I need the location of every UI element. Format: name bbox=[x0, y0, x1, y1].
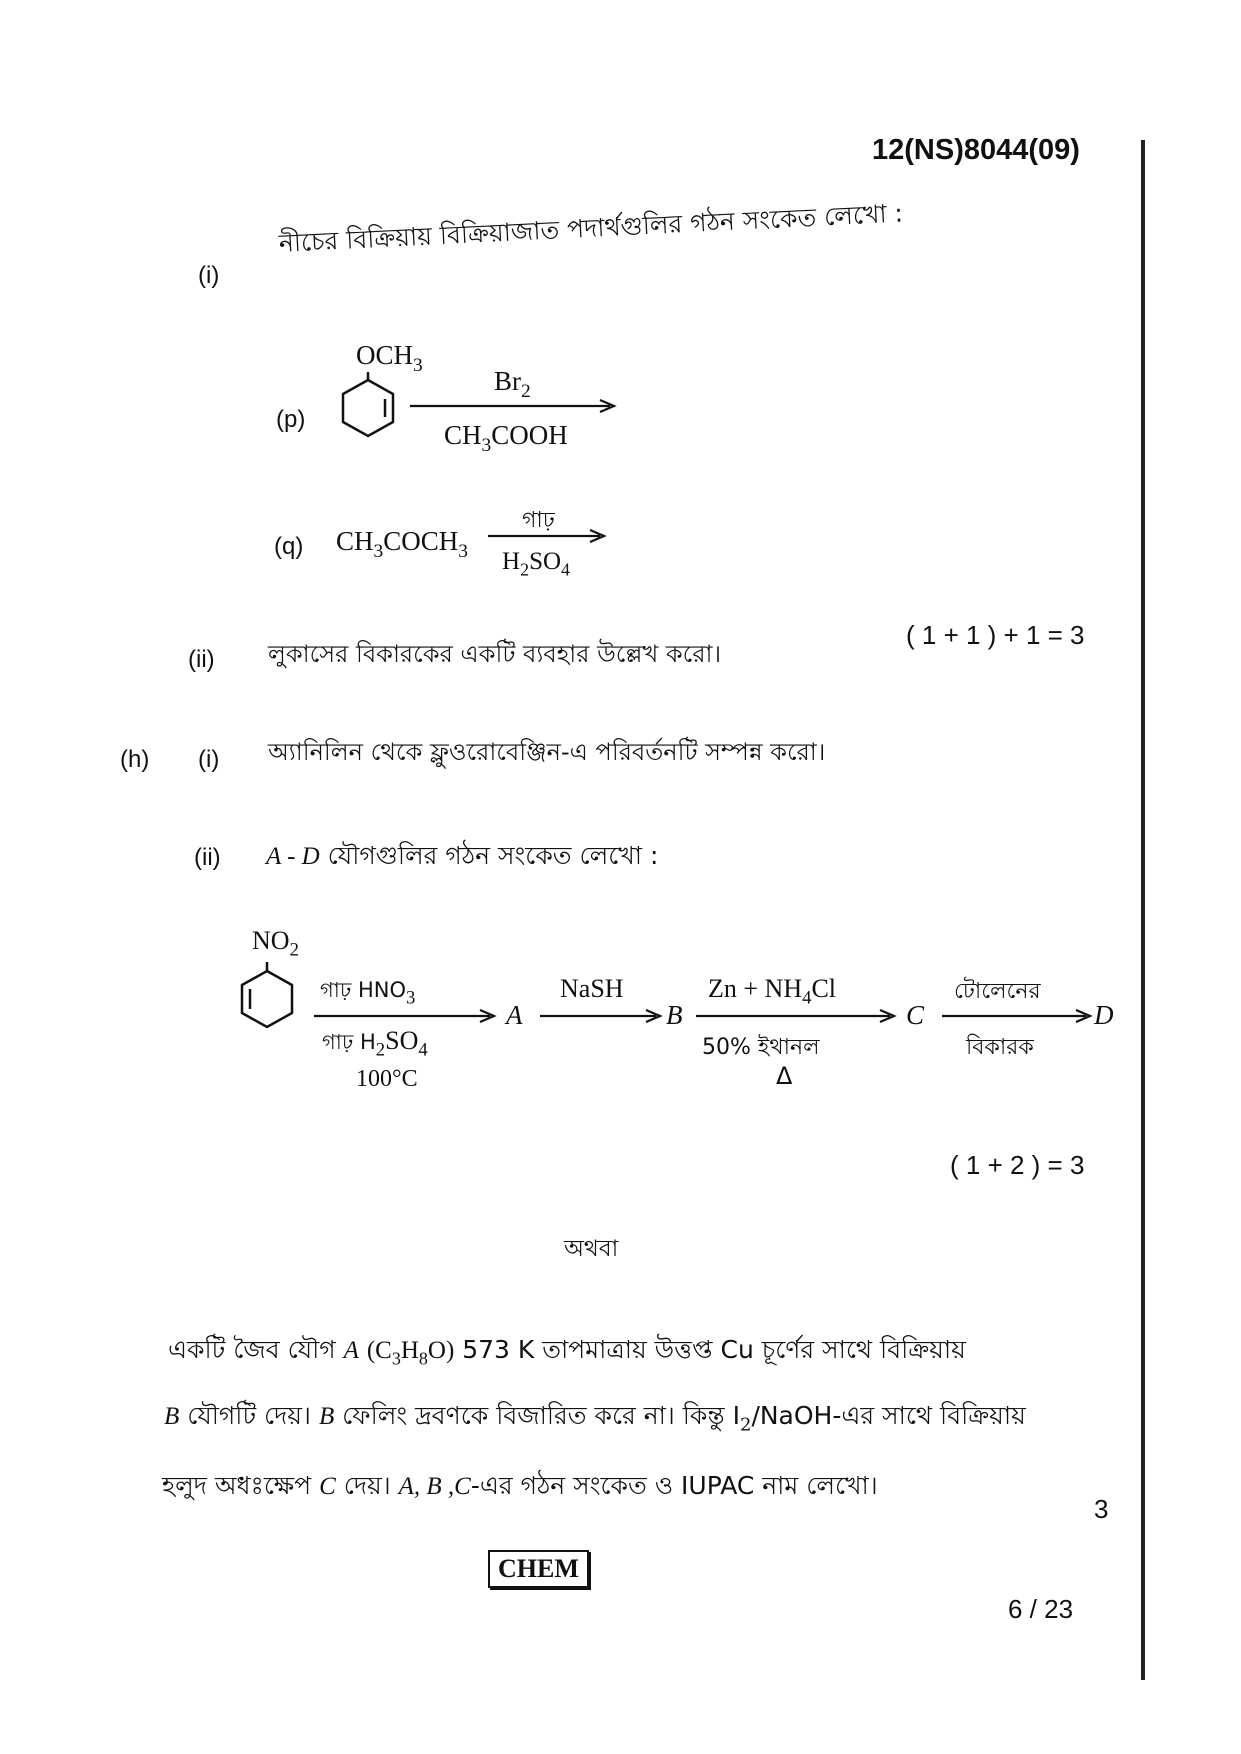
step2-arrow bbox=[540, 1008, 662, 1024]
step2-reagent-top: NaSH bbox=[560, 974, 624, 1003]
question-h-ii-text: A - D যৌগগুলির গঠন সংকেত লেখো : bbox=[266, 841, 659, 870]
step1-reagent-top: গাঢ় $HNO_3$ bbox=[320, 978, 416, 1009]
question-h-ii-label: (ii) bbox=[194, 844, 221, 871]
page-edge-line bbox=[1141, 140, 1145, 1680]
paper-code: 12(NS)8044(09) bbox=[872, 134, 1080, 166]
step4-reagent-top: টোলেনের bbox=[954, 979, 1041, 1004]
question-h-marks: ( 1 + 2 ) = 3 bbox=[950, 1150, 1085, 1180]
reaction-q-arrow bbox=[488, 528, 608, 544]
reaction-q-reactant: $CH_3COCH_3$ bbox=[336, 526, 468, 562]
subject-box: CHEM bbox=[488, 1550, 589, 1588]
reaction-p-reagent-bottom: $CH_3COOH$ bbox=[444, 420, 568, 456]
question-h-i-label: (i) bbox=[198, 746, 220, 773]
reaction-q-label: (q) bbox=[274, 533, 304, 560]
step1-arrow bbox=[314, 1008, 496, 1024]
alt-question-marks: 3 bbox=[1094, 1494, 1109, 1524]
nitrobenzene-ring bbox=[232, 962, 302, 1042]
reaction-q-reagent-bottom: $H_2SO_4$ bbox=[502, 548, 571, 580]
question-g-i-label: (i) bbox=[198, 262, 220, 289]
alt-question-line1: একটি জৈব যৌগ A $(C_3H_8O)$ 573 K তাপমাত্রায় উত্তপ্ত Cu চূর্ণের সাথে বিক্রিয়ায় bbox=[168, 1335, 966, 1369]
step3-reagent-top: $Zn + NH_4Cl$ bbox=[708, 974, 837, 1009]
alt-question-line2: B যৌগটি দেয়। B ফেলিং দ্রবণকে বিজারিত করে না। কিন্তু $I_2/NaOH-এর$ সাথে বিক্রিয়ায় bbox=[164, 1401, 1026, 1436]
reaction-q-reagent-top: গাঢ় bbox=[522, 508, 555, 533]
question-g-marks: ( 1 + 1 ) + 1 = 3 bbox=[906, 620, 1085, 650]
step4-reagent-bottom: বিকারক bbox=[966, 1035, 1034, 1060]
anisole-benzene-ring bbox=[333, 372, 403, 452]
step1-reagent-bottom: গাঢ় $H_2SO_4$ bbox=[322, 1026, 428, 1061]
step1-temperature: 100°C bbox=[356, 1066, 418, 1092]
compound-c: C bbox=[906, 1000, 925, 1030]
nitrobenzene-substituent: $NO_2$ bbox=[252, 926, 299, 961]
step4-arrow bbox=[942, 1008, 1092, 1024]
question-h-label: (h) bbox=[120, 746, 150, 773]
reaction-p-label: (p) bbox=[276, 406, 306, 433]
alt-question-line3: হলুদ অধঃক্ষেপ C দেয়। A, B ,C-এর গঠন সংকেত ও IUPAC নাম লেখো। bbox=[162, 1471, 878, 1500]
compound-d: D bbox=[1094, 1000, 1114, 1030]
step3-reagent-bottom: 50% ইথানল bbox=[702, 1035, 820, 1060]
anisole-substituent: $OCH_3$ bbox=[356, 340, 423, 376]
compound-b: B bbox=[666, 1000, 683, 1030]
question-h-i-text: অ্যানিলিন থেকে ফ্লুওরোবেঞ্জিন-এ পরিবর্তনটি সম্পন্ন করো। bbox=[268, 738, 826, 766]
question-g-ii-label: (ii) bbox=[188, 646, 215, 673]
page-number: 6 / 23 bbox=[1008, 1594, 1074, 1624]
or-separator: অথবা bbox=[564, 1236, 619, 1262]
compound-a: A bbox=[506, 1000, 523, 1030]
step3-arrow bbox=[696, 1008, 896, 1024]
question-g-ii-text: লুকাসের বিকারকের একটি ব্যবহার উল্লেখ করো। bbox=[268, 640, 722, 668]
question-g-i-text: নীচের বিক্রিয়ায় বিক্রিয়াজাত পদার্থগুলির গঠন সংকেত লেখো : bbox=[278, 198, 904, 258]
reaction-p-reagent-top: $Br_2$ bbox=[494, 366, 531, 402]
step3-heat-symbol: Δ bbox=[776, 1062, 793, 1090]
reaction-p-arrow bbox=[410, 398, 620, 414]
